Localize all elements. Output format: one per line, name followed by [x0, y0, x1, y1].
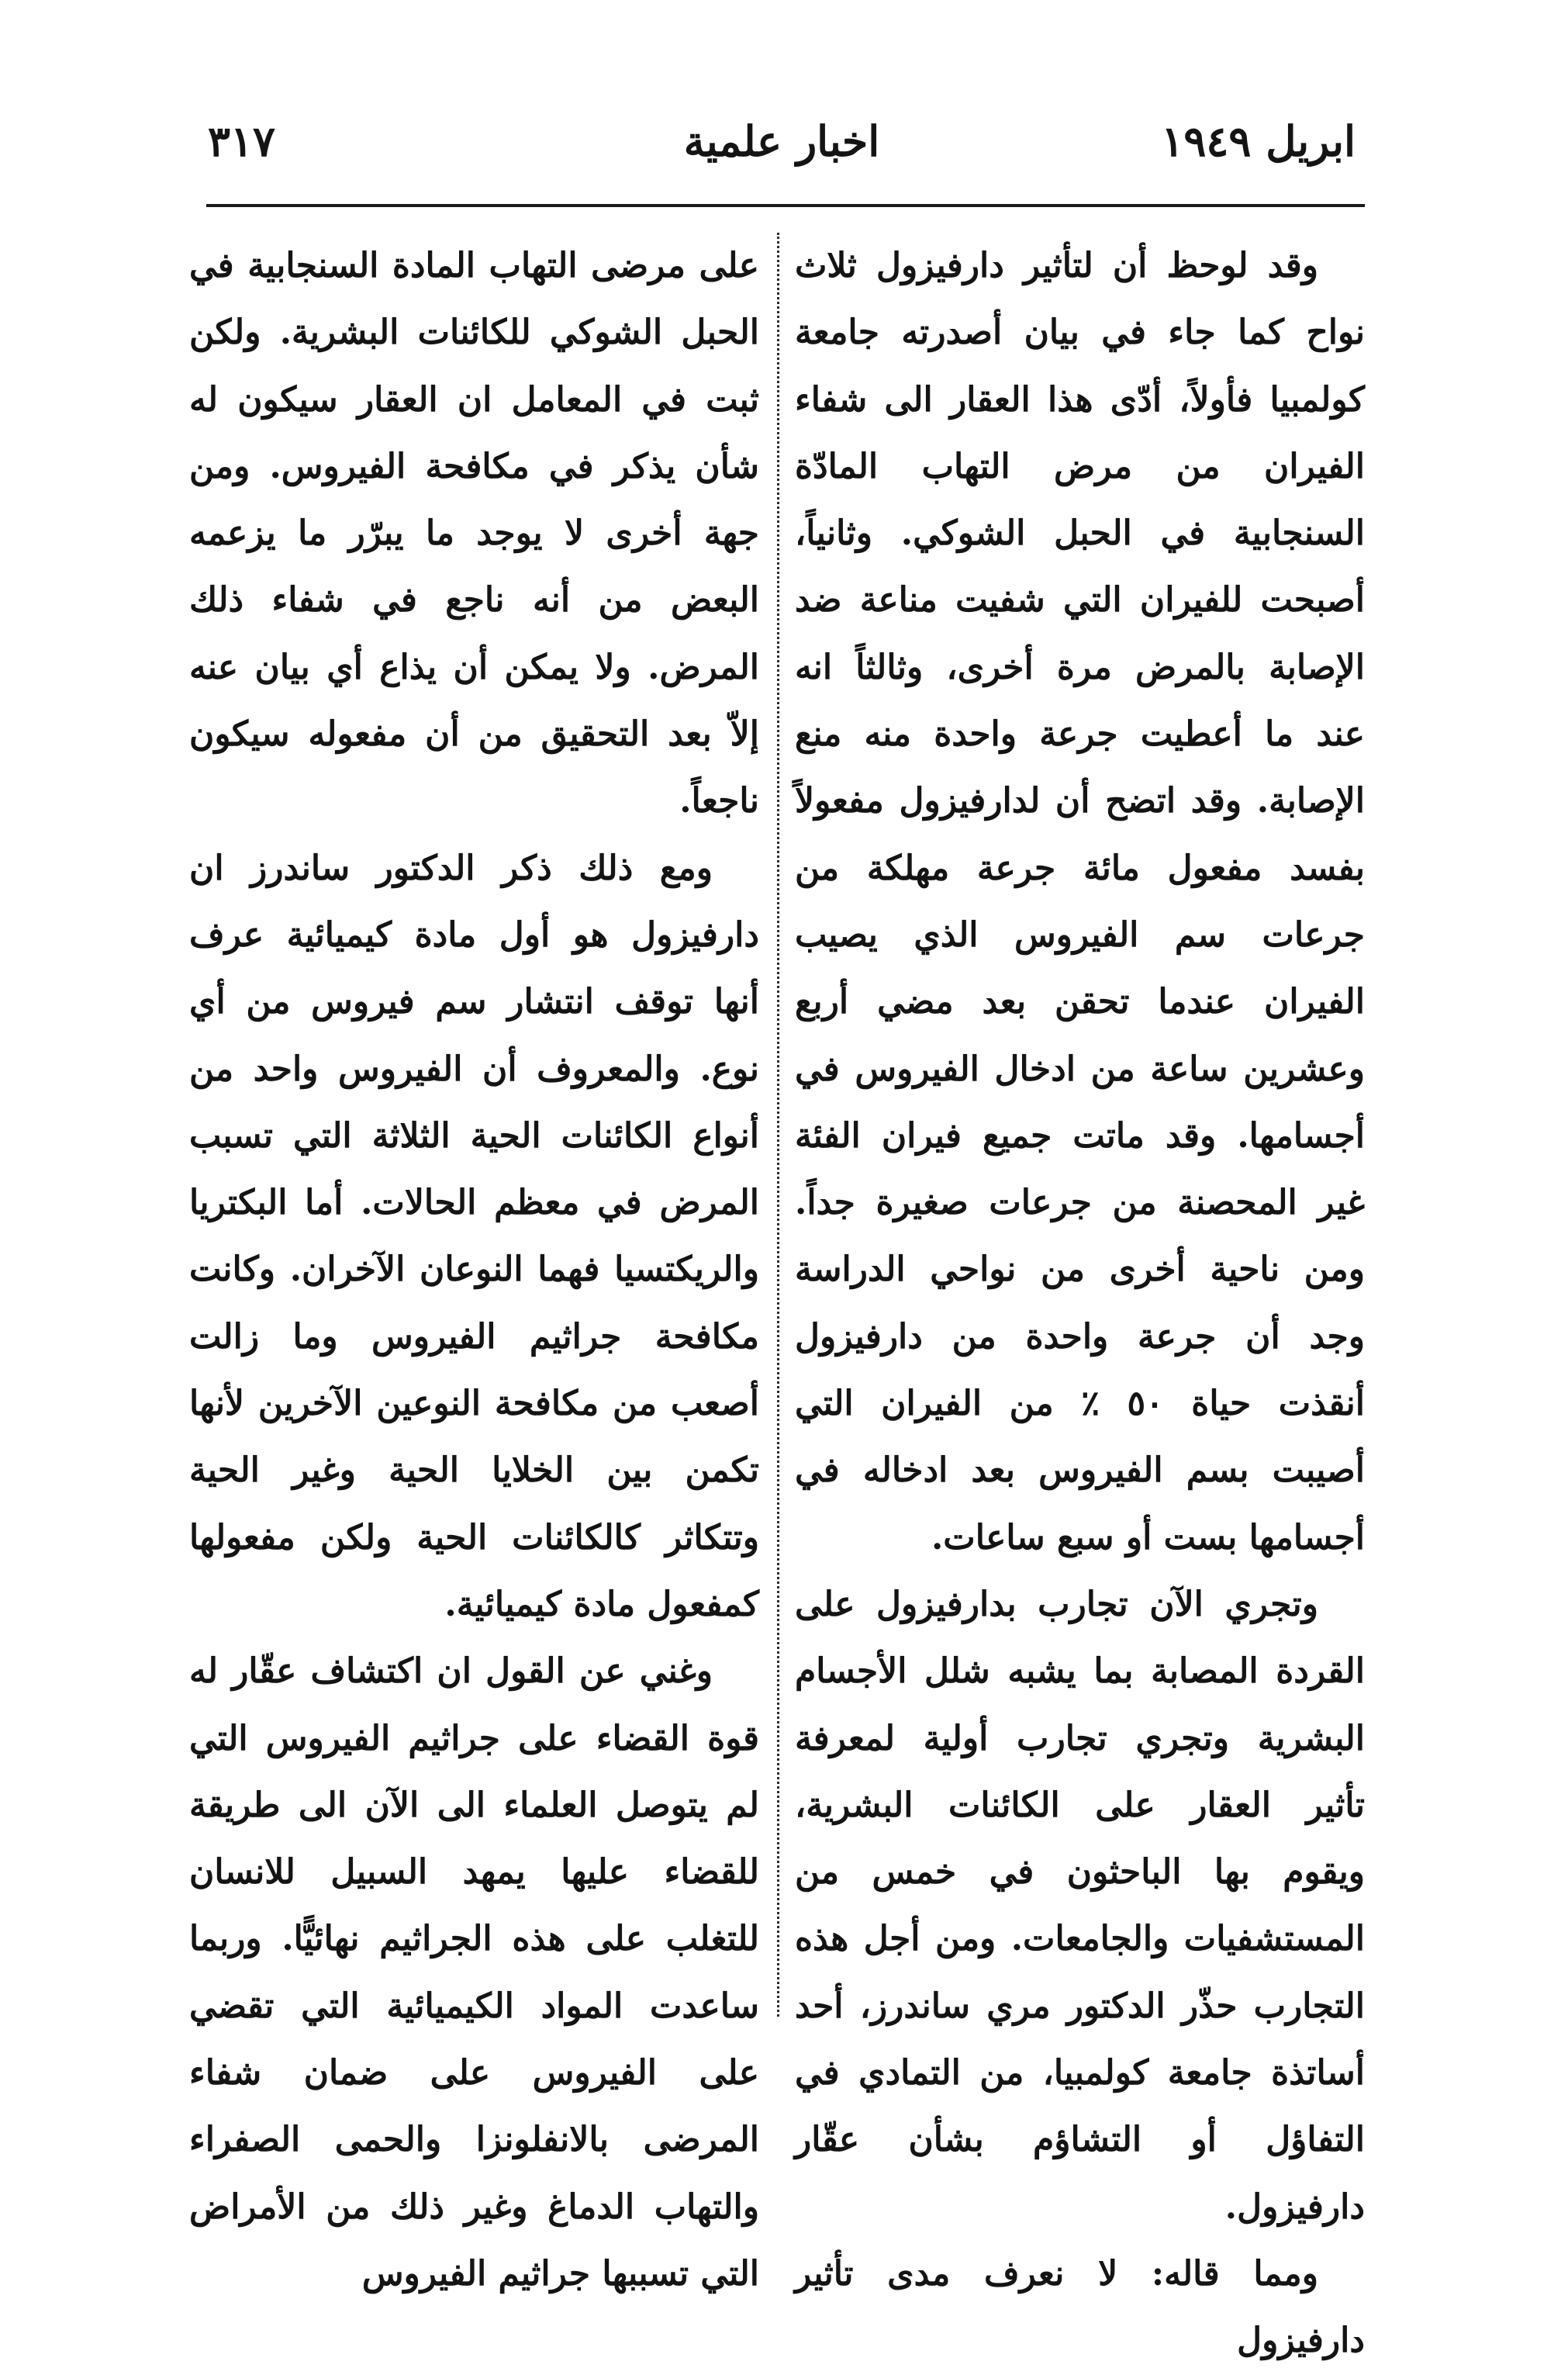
- header-rule: [206, 204, 1365, 207]
- paragraph: وقد لوحظ أن لتأثير دارفيزول ثلاث نواح كما جاء في بيان أصدرته جامعة كولمبيا فأولاً، أدّى هذا العقار الى شفاء الفيران من مرض التهاب المادّة السنجابية في الحبل الشوكي. وثانياً، أصبحت للفيران التي شفيت مناعة ضد الإصابة بالمرض مرة أخرى، وثالثاً انه عند ما أعطيت جرعة واحدة منه منع الإصابة. وقد اتضح أن لدارفيزول مفعولاً بفسد مفعول مائة جرعة مهلكة من جرعات سم الفيروس الذي يصيب الفيران عندما تحقن بعد مضي أربع وعشرين ساعة من ادخال الفيروس في أجسامها. وقد ماتت جميع فيران الفئة غير المحصنة من جرعات صغيرة جداً. ومن ناحية أخرى من نواحي الدراسة وجد أن جرعة واحدة من دارفيزول أنقذت حياة ٥٠ ٪ من الفيران التي أصيبت بسم الفيروس بعد ادخاله في أجسامها بست أو سبع ساعات.: [795, 246, 1365, 1557]
- header-section-title: اخبار علمية: [683, 116, 880, 166]
- column-divider: [777, 233, 779, 2017]
- paragraph: وتجري الآن تجارب بدارفيزول على القردة المصابة بما يشبه شلل الأجسام البشرية وتجري تجارب أولية لمعرفة تأثير العقار على الكائنات البشرية، ويقوم بها الباحثون في خمس من المستشفيات والجامعات. ومن أجل هذه التجارب حذّر الدكتور مري ساندرز، أحد أساتذة جامعة كولمبيا، من التمادي في التفاؤل أو التشاؤم بشأن عقّار دارفيزول.: [795, 1584, 1365, 2227]
- right-text-column: [795, 233, 1365, 2361]
- page-number: ٣١٧: [208, 116, 276, 166]
- paragraph: على مرضى التهاب المادة السنجابية في الحبل الشوكي للكائنات البشرية. ولكن ثبت في المعامل ان العقار سيكون له شأن يذكر في مكافحة الفيروس. ومن جهة أخرى لا يوجد ما يبرّر ما يزعمه البعض من أنه ناجع في شفاء ذلك المرض. ولا يمكن أن يذاع أي بيان عنه إلاّ بعد التحقيق من أن مفعوله سيكون ناجعاً.: [189, 246, 759, 821]
- paragraph: وغني عن القول ان اكتشاف عقّار له قوة القضاء على جراثيم الفيروس التي لم يتوصل العلماء الى الآن الى طريقة للقضاء عليها يمهد السبيل للانسان للتغلب على هذه الجراثيم نهائيًّا. وربما ساعدت المواد الكيميائية التي تقضي على الفيروس على ضمان شفاء المرضى بالانفلونزا والحمى الصفراء والتهاب الدماغ وغير ذلك من الأمراض التي تسببها جراثيم الفيروس: [189, 1651, 759, 2294]
- paragraph: ومع ذلك ذكر الدكتور ساندرز ان دارفيزول هو أول مادة كيميائية عرف أنها توقف انتشار سم فيروس من أي نوع. والمعروف أن الفيروس واحد من أنواع الكائنات الحية الثلاثة التي تسبب المرض في معظم الحالات. أما البكتريا والريكتسيا فهما النوعان الآخران. وكانت مكافحة جراثيم الفيروس وما زالت أصعب من مكافحة النوعين الآخرين لأنها تكمن بين الخلايا الحية وغير الحية وتتكاثر كالكائنات الحية ولكن مفعولها كمفعول مادة كيميائية.: [189, 848, 759, 1624]
- header-date: ابريل ١٩٤٩: [1161, 116, 1356, 166]
- paragraph: ومما قاله: لا نعرف مدى تأثير دارفيزول: [795, 2253, 1365, 2361]
- left-text-column: [189, 233, 759, 2294]
- running-header: [208, 116, 1356, 178]
